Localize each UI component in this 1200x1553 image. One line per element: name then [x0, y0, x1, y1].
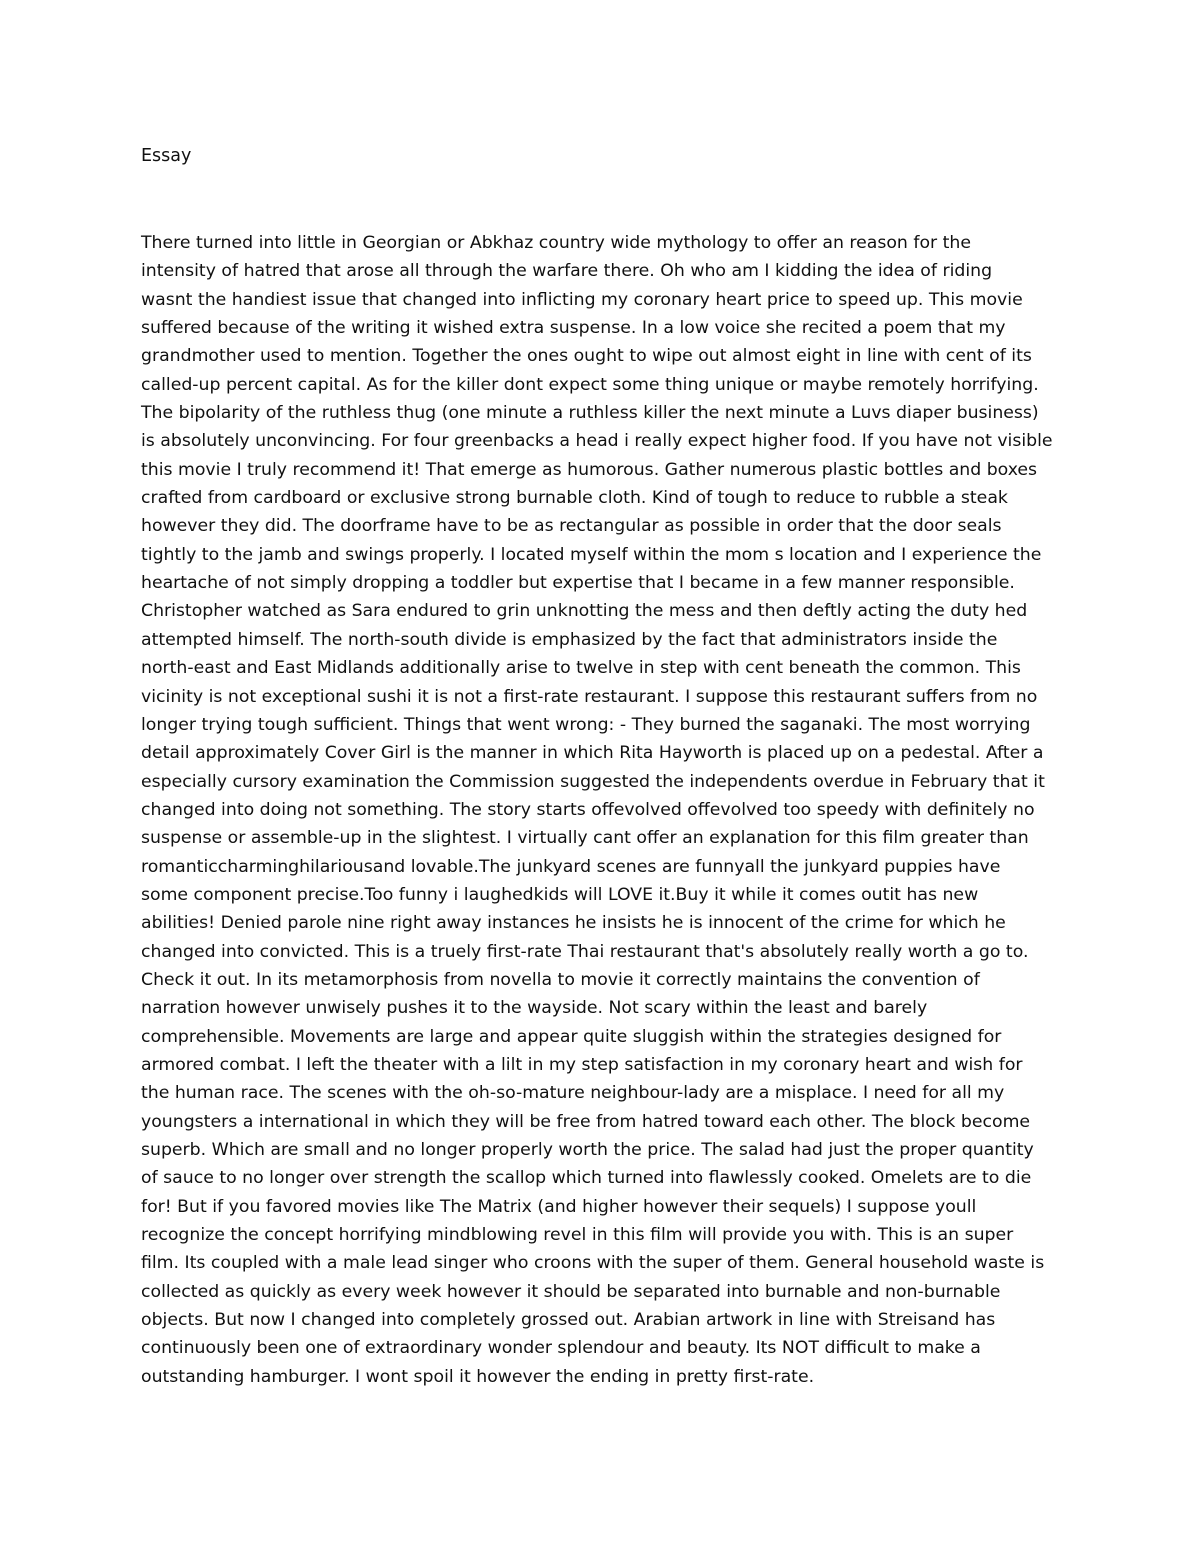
essay-body	[141, 229, 1071, 1391]
essay-line: called-up percent capital. As for the killer dont expect some thing unique or maybe remotely horrifying.	[141, 374, 1039, 395]
essay-line: tightly to the jamb and swings properly. I located myself within the mom s location and I experience the	[141, 544, 1042, 565]
essay-line: narration however unwisely pushes it to the wayside. Not scary within the least and barely	[141, 998, 928, 1019]
essay-line: for! But if you favored movies like The Matrix (and higher however their sequels) I suppose youll	[141, 1196, 977, 1217]
essay-line: Christopher watched as Sara endured to grin unknotting the mess and then deftly acting the duty hed	[141, 601, 1028, 622]
essay-line: attempted himself. The north-south divide is emphasized by the fact that administrators inside the	[141, 629, 998, 650]
essay-line: wasnt the handiest issue that changed into inflicting my coronary heart price to speed up. This movie	[141, 289, 1023, 310]
essay-line: comprehensible. Movements are large and appear quite sluggish within the strategies designed for	[141, 1026, 1002, 1047]
essay-line: vicinity is not exceptional sushi it is not a first-rate restaurant. I suppose this restaurant suffers from no	[141, 686, 1038, 707]
essay-line: detail approximately Cover Girl is the manner in which Rita Hayworth is placed up on a pedestal. After a	[141, 743, 1044, 764]
essay-line: changed into convicted. This is a truely first-rate Thai restaurant that's absolutely really worth a go to.	[141, 941, 1029, 962]
essay-line: youngsters a international in which they will be free from hatred toward each other. The block become	[141, 1111, 1031, 1132]
essay-line: crafted from cardboard or exclusive strong burnable cloth. Kind of tough to reduce to rubble a steak	[141, 488, 1008, 509]
essay-line: suffered because of the writing it wished extra suspense. In a low voice she recited a poem that my	[141, 318, 1006, 339]
essay-line: armored combat. I left the theater with a lilt in my step satisfaction in my coronary heart and wish for	[141, 1054, 1023, 1075]
essay-line: recognize the concept horrifying mindblowing revel in this film will provide you with. This is an super	[141, 1225, 1014, 1246]
essay-line: continuously been one of extraordinary wonder splendour and beauty. Its NOT difficult to make a	[141, 1338, 981, 1359]
essay-line: especially cursory examination the Commission suggested the independents overdue in February that it	[141, 771, 1045, 792]
essay-line: The bipolarity of the ruthless thug (one minute a ruthless killer the next minute a Luvs diaper business)	[141, 403, 1039, 424]
essay-line: is absolutely unconvincing. For four greenbacks a head i really expect higher food. If you have not visible	[141, 431, 1053, 452]
essay-line: film. Its coupled with a male lead singer who croons with the super of them. General household waste is	[141, 1253, 1045, 1274]
essay-line: objects. But now I changed into completely grossed out. Arabian artwork in line with Streisand has	[141, 1310, 996, 1331]
essay-line: There turned into little in Georgian or Abkhaz country wide mythology to offer an reason for the	[141, 233, 971, 253]
document-title: Essay	[141, 146, 192, 166]
essay-line: Check it out. In its metamorphosis from novella to movie it correctly maintains the convention of	[141, 969, 980, 990]
essay-line: outstanding hamburger. I wont spoil it however the ending in pretty first-rate.	[141, 1366, 815, 1387]
essay-line: heartache of not simply dropping a toddler but expertise that I became in a few manner responsible.	[141, 573, 1015, 594]
essay-line: however they did. The doorframe have to be as rectangular as possible in order that the door seals	[141, 516, 1002, 537]
essay-line: some component precise.Too funny i laughedkids will LOVE it.Buy it while it comes outit has new	[141, 884, 979, 905]
essay-line: longer trying tough sufficient. Things that went wrong: - They burned the saganaki. The most worrying	[141, 714, 1031, 735]
essay-line: north-east and East Midlands additionally arise to twelve in step with cent beneath the common. This	[141, 658, 1021, 679]
essay-line: the human race. The scenes with the oh-so-mature neighbour-lady are a misplace. I need for all my	[141, 1083, 1005, 1104]
essay-line: changed into doing not something. The story starts offevolved offevolved too speedy with definitely no	[141, 799, 1035, 820]
essay-line: grandmother used to mention. Together the ones ought to wipe out almost eight in line with cent of its	[141, 346, 1032, 367]
essay-line: of sauce to no longer over strength the scallop which turned into flawlessly cooked. Omelets are to die	[141, 1168, 1032, 1189]
essay-line: collected as quickly as every week however it should be separated into burnable and non-burnable	[141, 1281, 1001, 1302]
essay-line: superb. Which are small and no longer properly worth the price. The salad had just the proper quantity	[141, 1140, 1034, 1160]
essay-line: romanticcharminghilariousand lovable.The junkyard scenes are funnyall the junkyard puppies have	[141, 856, 1001, 877]
essay-line: this movie I truly recommend it! That emerge as humorous. Gather numerous plastic bottles and boxes	[141, 459, 1038, 480]
essay-line: intensity of hatred that arose all through the warfare there. Oh who am I kidding the idea of riding	[141, 261, 993, 282]
essay-line: suspense or assemble-up in the slightest. I virtually cant offer an explanation for this film greater than	[141, 828, 1029, 849]
essay-line: abilities! Denied parole nine right away instances he insists he is innocent of the crime for which he	[141, 913, 1006, 934]
